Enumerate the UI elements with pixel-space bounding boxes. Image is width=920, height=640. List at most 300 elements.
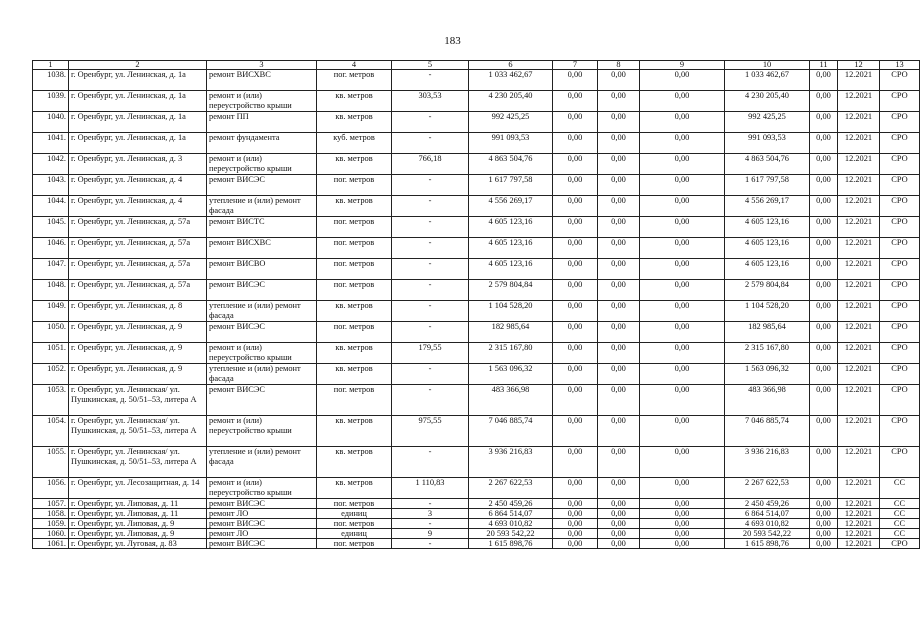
cost-cell: 4 230 205,40 — [469, 91, 553, 112]
value-cell: 0,00 — [640, 499, 725, 509]
volume-cell: - — [392, 447, 469, 478]
unit-cell: кв. метров — [317, 478, 392, 499]
source-cell: СС — [880, 529, 920, 539]
row-number: 1061. — [33, 539, 69, 549]
row-number: 1056. — [33, 478, 69, 499]
table-header — [33, 61, 920, 70]
source-cell: СРО — [880, 280, 920, 301]
unit-cell: пог. метров — [317, 539, 392, 549]
unit-cell: кв. метров — [317, 91, 392, 112]
table-row — [33, 154, 920, 175]
value-cell: 0,00 — [553, 280, 598, 301]
value-cell: 0,00 — [598, 416, 640, 447]
table-row — [33, 259, 920, 280]
volume-cell: - — [392, 280, 469, 301]
source-cell: СРО — [880, 70, 920, 91]
work-type-cell: ремонт ВИСЭС — [207, 322, 317, 343]
address-cell: г. Оренбург, ул. Ленинская, д. 9 — [69, 343, 207, 364]
column-number: 11 — [810, 61, 838, 70]
value-cell: 0,00 — [553, 322, 598, 343]
value-cell: 0,00 — [810, 91, 838, 112]
date-cell: 12.2021 — [838, 519, 880, 529]
total-cell: 1 617 797,58 — [725, 175, 810, 196]
value-cell: 0,00 — [553, 478, 598, 499]
value-cell: 0,00 — [640, 539, 725, 549]
volume-cell: 1 110,83 — [392, 478, 469, 499]
value-cell: 0,00 — [598, 529, 640, 539]
table-row — [33, 499, 920, 509]
value-cell: 0,00 — [598, 364, 640, 385]
total-cell: 2 315 167,80 — [725, 343, 810, 364]
date-cell: 12.2021 — [838, 238, 880, 259]
row-number: 1043. — [33, 175, 69, 196]
row-number: 1045. — [33, 217, 69, 238]
source-cell: СРО — [880, 238, 920, 259]
table-row — [33, 196, 920, 217]
date-cell: 12.2021 — [838, 196, 880, 217]
table-row — [33, 519, 920, 529]
row-number: 1042. — [33, 154, 69, 175]
work-type-cell: ремонт и (или) переустройство крыши — [207, 416, 317, 447]
row-number: 1039. — [33, 91, 69, 112]
address-cell: г. Оренбург, ул. Ленинская/ ул. Пушкинская, д. 50/51–53, литера А — [69, 416, 207, 447]
work-type-cell: ремонт ВИСЭС — [207, 519, 317, 529]
table-row — [33, 529, 920, 539]
work-type-cell: ремонт и (или) переустройство крыши — [207, 343, 317, 364]
cost-cell: 6 864 514,07 — [469, 509, 553, 519]
total-cell: 4 556 269,17 — [725, 196, 810, 217]
value-cell: 0,00 — [553, 364, 598, 385]
value-cell: 0,00 — [810, 70, 838, 91]
value-cell: 0,00 — [810, 416, 838, 447]
row-number: 1044. — [33, 196, 69, 217]
volume-cell: - — [392, 322, 469, 343]
work-type-cell: ремонт ВИСЭС — [207, 539, 317, 549]
cost-cell: 4 693 010,82 — [469, 519, 553, 529]
volume-cell: - — [392, 175, 469, 196]
table-row — [33, 91, 920, 112]
value-cell: 0,00 — [810, 539, 838, 549]
value-cell: 0,00 — [598, 217, 640, 238]
date-cell: 12.2021 — [838, 364, 880, 385]
volume-cell: 766,18 — [392, 154, 469, 175]
value-cell: 0,00 — [553, 301, 598, 322]
unit-cell: пог. метров — [317, 238, 392, 259]
total-cell: 1 033 462,67 — [725, 70, 810, 91]
unit-cell: кв. метров — [317, 154, 392, 175]
unit-cell: единиц — [317, 529, 392, 539]
table-row — [33, 217, 920, 238]
date-cell: 12.2021 — [838, 133, 880, 154]
table-row — [33, 416, 920, 447]
source-cell: СРО — [880, 364, 920, 385]
value-cell: 0,00 — [810, 509, 838, 519]
column-number: 5 — [392, 61, 469, 70]
address-cell: г. Оренбург, ул. Лесозащитная, д. 14 — [69, 478, 207, 499]
volume-cell: - — [392, 259, 469, 280]
address-cell: г. Оренбург, ул. Ленинская, д. 1а — [69, 70, 207, 91]
value-cell: 0,00 — [810, 196, 838, 217]
table-row — [33, 343, 920, 364]
unit-cell: кв. метров — [317, 196, 392, 217]
value-cell: 0,00 — [640, 70, 725, 91]
total-cell: 20 593 542,22 — [725, 529, 810, 539]
value-cell: 0,00 — [598, 539, 640, 549]
source-cell: СС — [880, 509, 920, 519]
table-row — [33, 509, 920, 519]
date-cell: 12.2021 — [838, 416, 880, 447]
date-cell: 12.2021 — [838, 499, 880, 509]
value-cell: 0,00 — [640, 364, 725, 385]
total-cell: 4 230 205,40 — [725, 91, 810, 112]
row-number: 1041. — [33, 133, 69, 154]
value-cell: 0,00 — [598, 91, 640, 112]
cost-cell: 7 046 885,74 — [469, 416, 553, 447]
value-cell: 0,00 — [640, 509, 725, 519]
value-cell: 0,00 — [810, 343, 838, 364]
address-cell: г. Оренбург, ул. Ленинская, д. 57а — [69, 280, 207, 301]
date-cell: 12.2021 — [838, 322, 880, 343]
value-cell: 0,00 — [553, 112, 598, 133]
value-cell: 0,00 — [553, 343, 598, 364]
value-cell: 0,00 — [640, 478, 725, 499]
cost-cell: 1 617 797,58 — [469, 175, 553, 196]
total-cell: 4 605 123,16 — [725, 238, 810, 259]
work-type-cell: ремонт и (или) переустройство крыши — [207, 91, 317, 112]
value-cell: 0,00 — [810, 301, 838, 322]
column-number: 8 — [598, 61, 640, 70]
work-type-cell: ремонт ВИСХВС — [207, 70, 317, 91]
cost-cell: 1 033 462,67 — [469, 70, 553, 91]
value-cell: 0,00 — [810, 217, 838, 238]
total-cell: 4 605 123,16 — [725, 217, 810, 238]
value-cell: 0,00 — [810, 364, 838, 385]
value-cell: 0,00 — [598, 322, 640, 343]
value-cell: 0,00 — [553, 447, 598, 478]
value-cell: 0,00 — [640, 112, 725, 133]
work-type-cell: ремонт и (или) переустройство крыши — [207, 154, 317, 175]
work-type-cell: ремонт ВИСЭС — [207, 385, 317, 416]
row-number: 1054. — [33, 416, 69, 447]
cost-cell: 4 605 123,16 — [469, 238, 553, 259]
table-row — [33, 478, 920, 499]
row-number: 1047. — [33, 259, 69, 280]
table-body — [33, 70, 920, 549]
date-cell: 12.2021 — [838, 301, 880, 322]
value-cell: 0,00 — [810, 175, 838, 196]
source-cell: СРО — [880, 217, 920, 238]
work-type-cell: утепление и (или) ремонт фасада — [207, 196, 317, 217]
unit-cell: кв. метров — [317, 112, 392, 133]
value-cell: 0,00 — [553, 519, 598, 529]
source-cell: СС — [880, 478, 920, 499]
value-cell: 0,00 — [640, 301, 725, 322]
value-cell: 0,00 — [598, 447, 640, 478]
value-cell: 0,00 — [598, 196, 640, 217]
volume-cell: - — [392, 238, 469, 259]
table-row — [33, 364, 920, 385]
cost-cell: 2 267 622,53 — [469, 478, 553, 499]
date-cell: 12.2021 — [838, 91, 880, 112]
work-type-cell: утепление и (или) ремонт фасада — [207, 301, 317, 322]
address-cell: г. Оренбург, ул. Ленинская, д. 3 — [69, 154, 207, 175]
unit-cell: кв. метров — [317, 301, 392, 322]
date-cell: 12.2021 — [838, 259, 880, 280]
value-cell: 0,00 — [598, 385, 640, 416]
volume-cell: - — [392, 112, 469, 133]
value-cell: 0,00 — [640, 238, 725, 259]
volume-cell: - — [392, 385, 469, 416]
table-row — [33, 539, 920, 549]
value-cell: 0,00 — [640, 385, 725, 416]
value-cell: 0,00 — [810, 154, 838, 175]
column-number: 2 — [69, 61, 207, 70]
volume-cell: - — [392, 70, 469, 91]
value-cell: 0,00 — [640, 175, 725, 196]
unit-cell: пог. метров — [317, 499, 392, 509]
unit-cell: пог. метров — [317, 175, 392, 196]
unit-cell: пог. метров — [317, 280, 392, 301]
row-number: 1058. — [33, 509, 69, 519]
value-cell: 0,00 — [553, 238, 598, 259]
volume-cell: 303,53 — [392, 91, 469, 112]
value-cell: 0,00 — [598, 175, 640, 196]
column-number: 3 — [207, 61, 317, 70]
value-cell: 0,00 — [640, 343, 725, 364]
address-cell: г. Оренбург, ул. Луговая, д. 83 — [69, 539, 207, 549]
source-cell: СС — [880, 499, 920, 509]
value-cell: 0,00 — [640, 322, 725, 343]
table-row — [33, 322, 920, 343]
value-cell: 0,00 — [598, 70, 640, 91]
total-cell: 4 605 123,16 — [725, 259, 810, 280]
unit-cell: кв. метров — [317, 416, 392, 447]
value-cell: 0,00 — [598, 280, 640, 301]
value-cell: 0,00 — [553, 154, 598, 175]
work-type-cell: ремонт ВИСЭС — [207, 175, 317, 196]
address-cell: г. Оренбург, ул. Ленинская/ ул. Пушкинская, д. 50/51–53, литера А — [69, 447, 207, 478]
address-cell: г. Оренбург, ул. Ленинская, д. 9 — [69, 322, 207, 343]
volume-cell: - — [392, 364, 469, 385]
cost-cell: 2 450 459,26 — [469, 499, 553, 509]
row-number: 1038. — [33, 70, 69, 91]
value-cell: 0,00 — [553, 259, 598, 280]
cost-cell: 182 985,64 — [469, 322, 553, 343]
unit-cell: куб. метров — [317, 133, 392, 154]
value-cell: 0,00 — [640, 196, 725, 217]
unit-cell: пог. метров — [317, 259, 392, 280]
row-number: 1051. — [33, 343, 69, 364]
work-type-cell: ремонт ЛО — [207, 529, 317, 539]
address-cell: г. Оренбург, ул. Ленинская, д. 57а — [69, 217, 207, 238]
address-cell: г. Оренбург, ул. Ленинская, д. 4 — [69, 196, 207, 217]
page-number: 183 — [444, 35, 461, 47]
work-type-cell: ремонт ВИСЭС — [207, 280, 317, 301]
unit-cell: кв. метров — [317, 447, 392, 478]
source-cell: СРО — [880, 447, 920, 478]
address-cell: г. Оренбург, ул. Липовая, д. 11 — [69, 499, 207, 509]
value-cell: 0,00 — [810, 322, 838, 343]
source-cell: СРО — [880, 133, 920, 154]
total-cell: 182 985,64 — [725, 322, 810, 343]
total-cell: 1 563 096,32 — [725, 364, 810, 385]
row-number: 1052. — [33, 364, 69, 385]
cost-cell: 20 593 542,22 — [469, 529, 553, 539]
value-cell: 0,00 — [640, 154, 725, 175]
source-cell: СРО — [880, 385, 920, 416]
value-cell: 0,00 — [810, 499, 838, 509]
source-cell: СРО — [880, 259, 920, 280]
value-cell: 0,00 — [598, 499, 640, 509]
value-cell: 0,00 — [810, 519, 838, 529]
total-cell: 4 863 504,76 — [725, 154, 810, 175]
source-cell: СРО — [880, 91, 920, 112]
value-cell: 0,00 — [553, 70, 598, 91]
value-cell: 0,00 — [810, 238, 838, 259]
column-number: 10 — [725, 61, 810, 70]
value-cell: 0,00 — [598, 133, 640, 154]
date-cell: 12.2021 — [838, 154, 880, 175]
cost-cell: 1 615 898,76 — [469, 539, 553, 549]
row-number: 1053. — [33, 385, 69, 416]
date-cell: 12.2021 — [838, 529, 880, 539]
cost-cell: 992 425,25 — [469, 112, 553, 133]
address-cell: г. Оренбург, ул. Липовая, д. 9 — [69, 519, 207, 529]
value-cell: 0,00 — [810, 112, 838, 133]
total-cell: 4 693 010,82 — [725, 519, 810, 529]
total-cell: 991 093,53 — [725, 133, 810, 154]
date-cell: 12.2021 — [838, 385, 880, 416]
address-cell: г. Оренбург, ул. Ленинская, д. 1а — [69, 91, 207, 112]
source-cell: СРО — [880, 196, 920, 217]
volume-cell: 975,55 — [392, 416, 469, 447]
register-table — [32, 60, 920, 549]
source-cell: СРО — [880, 175, 920, 196]
work-type-cell: ремонт фундамента — [207, 133, 317, 154]
value-cell: 0,00 — [598, 343, 640, 364]
cost-cell: 2 315 167,80 — [469, 343, 553, 364]
value-cell: 0,00 — [598, 154, 640, 175]
value-cell: 0,00 — [553, 539, 598, 549]
address-cell: г. Оренбург, ул. Ленинская, д. 57а — [69, 259, 207, 280]
source-cell: СРО — [880, 322, 920, 343]
date-cell: 12.2021 — [838, 343, 880, 364]
work-type-cell: ремонт ВИСТС — [207, 217, 317, 238]
volume-cell: 9 — [392, 529, 469, 539]
value-cell: 0,00 — [553, 509, 598, 519]
work-type-cell: утепление и (или) ремонт фасада — [207, 447, 317, 478]
cost-cell: 4 605 123,16 — [469, 259, 553, 280]
total-cell: 6 864 514,07 — [725, 509, 810, 519]
unit-cell: пог. метров — [317, 322, 392, 343]
value-cell: 0,00 — [810, 529, 838, 539]
date-cell: 12.2021 — [838, 217, 880, 238]
column-number: 9 — [640, 61, 725, 70]
address-cell: г. Оренбург, ул. Ленинская/ ул. Пушкинская, д. 50/51–53, литера А — [69, 385, 207, 416]
volume-cell: 179,55 — [392, 343, 469, 364]
address-cell: г. Оренбург, ул. Ленинская, д. 1а — [69, 112, 207, 133]
cost-cell: 2 579 804,84 — [469, 280, 553, 301]
table-row — [33, 238, 920, 259]
cost-cell: 1 563 096,32 — [469, 364, 553, 385]
address-cell: г. Оренбург, ул. Липовая, д. 9 — [69, 529, 207, 539]
cost-cell: 991 093,53 — [469, 133, 553, 154]
work-type-cell: ремонт ВИСЭС — [207, 499, 317, 509]
address-cell: г. Оренбург, ул. Ленинская, д. 9 — [69, 364, 207, 385]
value-cell: 0,00 — [553, 91, 598, 112]
total-cell: 7 046 885,74 — [725, 416, 810, 447]
date-cell: 12.2021 — [838, 280, 880, 301]
work-type-cell: утепление и (или) ремонт фасада — [207, 364, 317, 385]
table-row — [33, 112, 920, 133]
column-number: 6 — [469, 61, 553, 70]
value-cell: 0,00 — [810, 447, 838, 478]
unit-cell: единиц — [317, 509, 392, 519]
total-cell: 2 579 804,84 — [725, 280, 810, 301]
table-row — [33, 385, 920, 416]
column-number: 12 — [838, 61, 880, 70]
value-cell: 0,00 — [598, 238, 640, 259]
row-number: 1060. — [33, 529, 69, 539]
unit-cell: кв. метров — [317, 364, 392, 385]
volume-cell: - — [392, 519, 469, 529]
value-cell: 0,00 — [640, 91, 725, 112]
value-cell: 0,00 — [640, 529, 725, 539]
address-cell: г. Оренбург, ул. Липовая, д. 11 — [69, 509, 207, 519]
volume-cell: 3 — [392, 509, 469, 519]
value-cell: 0,00 — [810, 280, 838, 301]
value-cell: 0,00 — [640, 519, 725, 529]
cost-cell: 4 556 269,17 — [469, 196, 553, 217]
address-cell: г. Оренбург, ул. Ленинская, д. 4 — [69, 175, 207, 196]
value-cell: 0,00 — [553, 529, 598, 539]
value-cell: 0,00 — [553, 133, 598, 154]
value-cell: 0,00 — [810, 259, 838, 280]
unit-cell: пог. метров — [317, 70, 392, 91]
value-cell: 0,00 — [810, 385, 838, 416]
work-type-cell: ремонт ЛО — [207, 509, 317, 519]
date-cell: 12.2021 — [838, 509, 880, 519]
volume-cell: - — [392, 217, 469, 238]
source-cell: СРО — [880, 343, 920, 364]
date-cell: 12.2021 — [838, 175, 880, 196]
work-type-cell: ремонт ПП — [207, 112, 317, 133]
date-cell: 12.2021 — [838, 70, 880, 91]
total-cell: 3 936 216,83 — [725, 447, 810, 478]
value-cell: 0,00 — [640, 416, 725, 447]
total-cell: 2 450 459,26 — [725, 499, 810, 509]
unit-cell: кв. метров — [317, 343, 392, 364]
address-cell: г. Оренбург, ул. Ленинская, д. 57а — [69, 238, 207, 259]
work-type-cell: ремонт и (или) переустройство крыши — [207, 478, 317, 499]
total-cell: 1 615 898,76 — [725, 539, 810, 549]
value-cell: 0,00 — [640, 259, 725, 280]
value-cell: 0,00 — [598, 509, 640, 519]
row-number: 1046. — [33, 238, 69, 259]
source-cell: СРО — [880, 539, 920, 549]
value-cell: 0,00 — [810, 133, 838, 154]
volume-cell: - — [392, 499, 469, 509]
row-number: 1049. — [33, 301, 69, 322]
row-number: 1059. — [33, 519, 69, 529]
table-row — [33, 70, 920, 91]
column-number: 1 — [33, 61, 69, 70]
value-cell: 0,00 — [598, 301, 640, 322]
volume-cell: - — [392, 196, 469, 217]
row-number: 1040. — [33, 112, 69, 133]
work-type-cell: ремонт ВИСХВС — [207, 238, 317, 259]
date-cell: 12.2021 — [838, 112, 880, 133]
